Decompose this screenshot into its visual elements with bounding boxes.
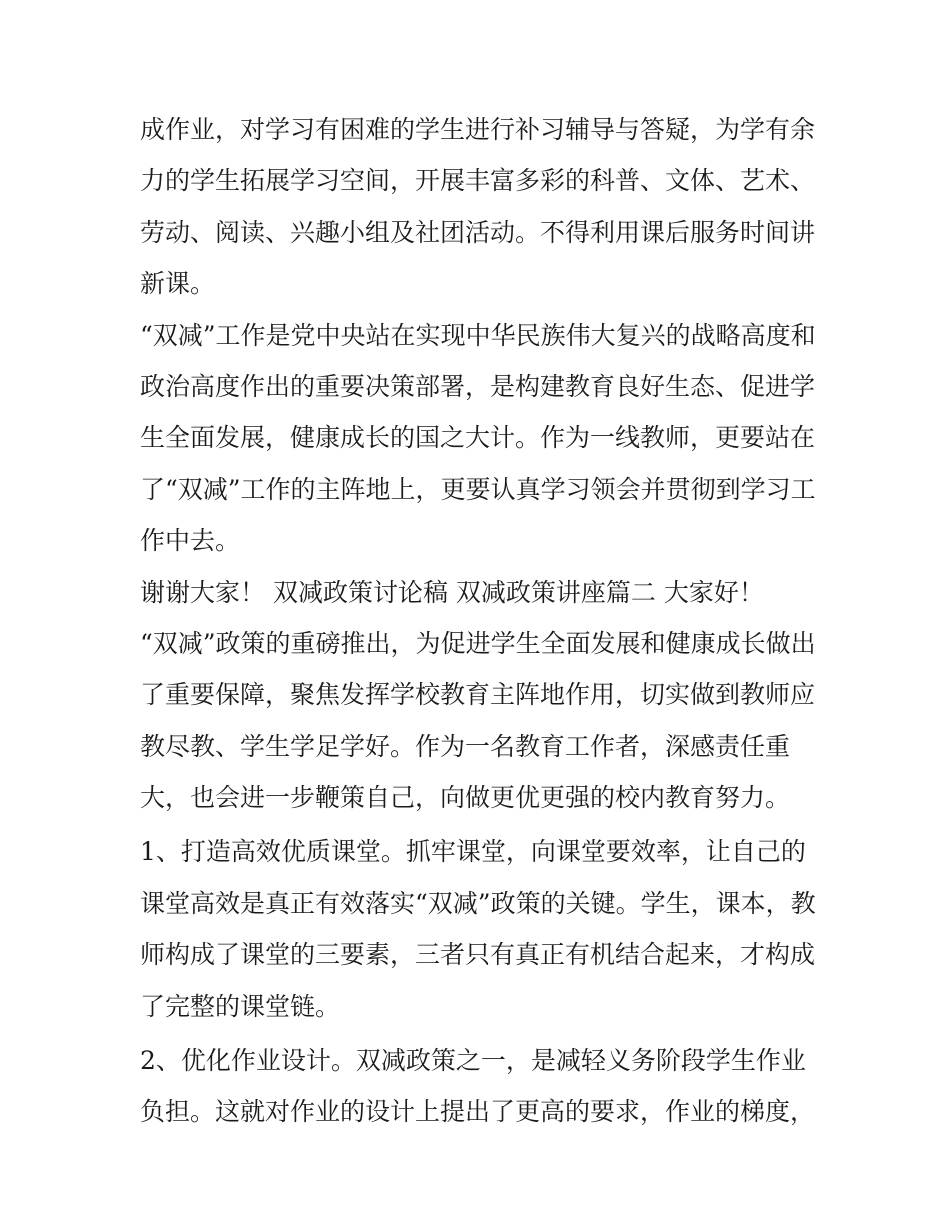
text-line: 教尽教、学生学足学好。作为一名教育工作者，深感责任重 xyxy=(140,731,791,761)
text-line: 成作业，对学习有困难的学生进行补习辅导与答疑，为学有余 xyxy=(140,115,816,144)
text-line: 了“双减”工作的主阵地上，更要认真学习领会并贯彻到学习工 xyxy=(140,474,816,504)
text-line: 负担。这就对作业的设计上提出了更高的要求，作业的梯度， xyxy=(140,1097,816,1127)
text-line: 课堂高效是真正有效落实“双减”政策的关键。学生，课本，教 xyxy=(140,888,816,918)
text-line: 2、优化作业设计。双减政策之一，是减轻义务阶段学生作业 xyxy=(140,1046,806,1076)
text-line: 大，也会进一步鞭策自己，向做更优更强的校内教育努力。 xyxy=(140,783,791,813)
text-line: 新课。 xyxy=(140,269,216,299)
text-line: 师构成了课堂的三要素，三者只有真正有机结合起来，才构成 xyxy=(140,940,816,970)
text-line: “双减”工作是党中央站在实现中华民族伟大复兴的战略高度和 xyxy=(140,320,816,350)
text-line: 劳动、阅读、兴趣小组及社团活动。不得利用课后服务时间讲 xyxy=(140,217,816,247)
text-line: 1、打造高效优质课堂。抓牢课堂，向课堂要效率，让自己的 xyxy=(140,837,806,867)
text-line: 生全面发展，健康成长的国之大计。作为一线教师，更要站在 xyxy=(140,423,816,453)
text-line: 政治高度作出的重要决策部署，是构建教育良好生态、促进学 xyxy=(140,371,816,401)
text-line: 谢谢大家！ 双减政策讨论稿 双减政策讲座篇二 大家好！ xyxy=(140,577,764,607)
text-line: 了重要保障，聚焦发挥学校教育主阵地作用，切实做到教师应 xyxy=(140,680,816,710)
text-line: “双减”政策的重磅推出，为促进学生全面发展和健康成长做出 xyxy=(140,628,816,658)
text-line: 力的学生拓展学习空间，开展丰富多彩的科普、文体、艺术、 xyxy=(140,166,816,196)
text-line: 了完整的课堂链。 xyxy=(140,991,341,1021)
document-body xyxy=(140,104,816,1138)
text-line: 作中去。 xyxy=(140,526,241,556)
